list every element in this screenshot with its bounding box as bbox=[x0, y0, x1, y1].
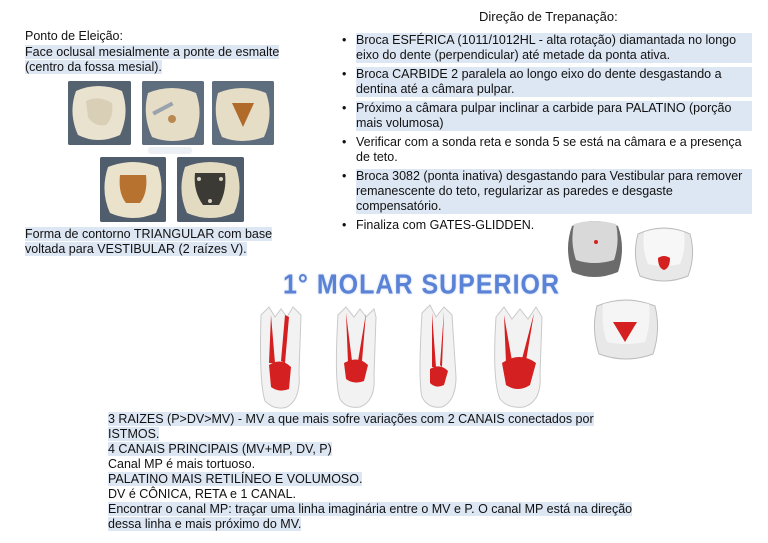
tooth-illustration-2 bbox=[330, 303, 382, 413]
trepanation-title: Direção de Trepanação: bbox=[479, 9, 618, 24]
bullet: • bbox=[342, 169, 347, 183]
clinical-photo-canal-orifices bbox=[177, 157, 244, 222]
note-line-8: dessa linha e mais próximo do MV. bbox=[108, 517, 302, 531]
note-line-6: DV é CÔNICA, RETA e 1 CANAL. bbox=[108, 487, 297, 501]
trepanation-step-2 bbox=[342, 67, 752, 97]
section-heading: 1° MOLAR SUPERIOR bbox=[283, 269, 561, 301]
clinical-photo-bur-entry bbox=[142, 81, 204, 145]
election-point-block bbox=[25, 29, 335, 75]
trepanation-step-text: Verificar com a sonda reta e sonda 5 se está na câmara e a presença de teto. bbox=[356, 135, 742, 164]
trepanation-step-4 bbox=[342, 135, 752, 165]
tooth-illustration-1 bbox=[255, 303, 307, 413]
molar-render-initial-access bbox=[634, 224, 694, 284]
trepanation-step-text: Broca ESFÉRICA (1011/1012HL - alta rotação) diamantada no longo eixo do dente (perpendicular) até metade da ponta ativa. bbox=[356, 33, 752, 63]
trepanation-step-text: Finaliza com GATES-GLIDDEN. bbox=[356, 218, 535, 232]
note-line-5: PALATINO MAIS RETILÍNEO E VOLUMOSO. bbox=[108, 472, 363, 486]
bullet: • bbox=[342, 101, 347, 115]
clinical-photo-occlusal bbox=[68, 81, 131, 145]
contour-form-block bbox=[25, 227, 325, 257]
note-line-1: 3 RAIZES (P>DV>MV) - MV a que mais sofre variações com 2 CANAIS conectados por bbox=[108, 412, 594, 426]
trepanation-list bbox=[342, 33, 752, 237]
election-point-title: Ponto de Eleição: bbox=[25, 29, 123, 43]
trepanation-step-5 bbox=[342, 169, 752, 214]
trepanation-step-text: Próximo a câmara pulpar inclinar a carbide para PALATINO (porção mais volumosa) bbox=[356, 101, 752, 131]
bullet: • bbox=[342, 33, 347, 47]
contour-form-line-2: voltada para VESTIBULAR (2 raízes V). bbox=[25, 242, 247, 256]
bullet: • bbox=[342, 67, 347, 81]
trepanation-step-text: Broca 3082 (ponta inativa) desgastando para Vestibular para remover remanescente do teto, regularizar as paredes e desgaste compensatório. bbox=[356, 169, 752, 214]
note-line-7: Encontrar o canal MP: traçar uma linha imaginária entre o MV e P. O canal MP está na direção bbox=[108, 502, 633, 516]
trepanation-step-1 bbox=[342, 33, 752, 63]
tooth-illustration-4 bbox=[490, 303, 548, 413]
note-line-3: 4 CANAIS PRINCIPAIS (MV+MP, DV, P) bbox=[108, 442, 332, 456]
election-point-line-2: (centro da fossa mesial). bbox=[25, 60, 162, 74]
molar-render-occlusal-point bbox=[566, 218, 624, 280]
clinical-photo-triangular-access bbox=[212, 81, 274, 145]
trepanation-step-text: Broca CARBIDE 2 paralela ao longo eixo do dente desgastando a dentina até a câmara pulpar. bbox=[356, 67, 752, 97]
election-point-line-1: Face oclusal mesialmente a ponte de esmalte bbox=[25, 45, 280, 59]
photo-separator bbox=[148, 147, 192, 154]
bullet: • bbox=[342, 218, 347, 232]
root-canal-notes bbox=[108, 412, 748, 532]
contour-form-line-1: Forma de contorno TRIANGULAR com base bbox=[25, 227, 273, 241]
tooth-illustration-3 bbox=[412, 303, 464, 413]
note-line-2: ISTMOS. bbox=[108, 427, 160, 441]
molar-render-chamber-access bbox=[593, 296, 659, 363]
note-line-4: Canal MP é mais tortuoso. bbox=[108, 457, 256, 471]
clinical-photo-chamber-open bbox=[100, 157, 166, 222]
bullet: • bbox=[342, 135, 347, 149]
trepanation-step-3 bbox=[342, 101, 752, 131]
